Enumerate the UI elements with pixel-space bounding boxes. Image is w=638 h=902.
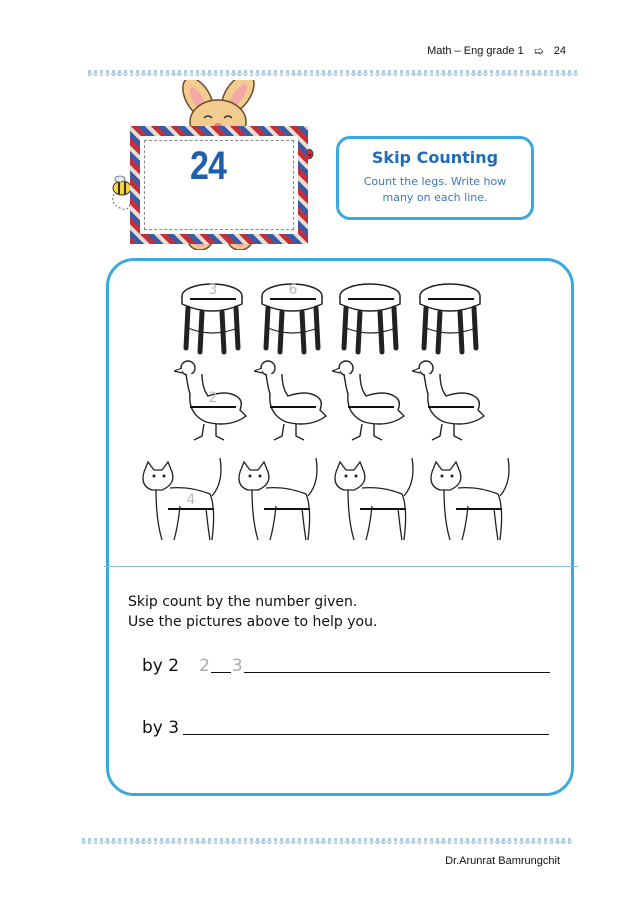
instruction-line-1: Skip count by the number given. [128, 594, 358, 610]
stool-icon [416, 278, 486, 356]
page-number: 24 [553, 45, 566, 57]
answer-text: 6 [288, 282, 298, 298]
cat-icon [328, 456, 424, 546]
section-divider [104, 566, 578, 567]
stool-icon [336, 278, 406, 356]
duck-icon [412, 358, 486, 448]
answer-blank[interactable] [360, 508, 406, 510]
answer-blank[interactable] [190, 406, 236, 408]
sign-number: 24 [189, 144, 227, 188]
bottom-dotted-rule [82, 838, 572, 844]
answer-text: 4 [186, 492, 196, 508]
given-value: 3 [231, 656, 243, 676]
answer-blank[interactable] [456, 508, 502, 510]
answer-blank[interactable] [428, 298, 474, 300]
page-header [427, 44, 566, 58]
stool-item [416, 278, 516, 368]
cat-item [232, 456, 332, 546]
answer-blank[interactable] [348, 406, 394, 408]
answer-blank[interactable] [264, 508, 310, 510]
duck-item [412, 358, 512, 448]
exercise-label: by 3 [142, 718, 180, 738]
top-dotted-rule [88, 70, 578, 76]
answer-blank[interactable] [348, 298, 394, 300]
cat-icon [232, 456, 328, 546]
given-value: 2 [199, 656, 210, 676]
answer-text: 3 [208, 282, 218, 298]
cat-icon [424, 456, 520, 546]
answer-blank[interactable] [190, 298, 236, 300]
subject-label: Math – Eng grade 1 [427, 45, 524, 57]
cat-item [328, 456, 428, 546]
exercise-label: by 2 [142, 656, 180, 676]
answer-blank[interactable] [211, 672, 231, 673]
answer-blank[interactable] [428, 406, 474, 408]
answer-text: 2 [208, 390, 218, 406]
instructions [128, 592, 377, 632]
author-credit: Dr.Arunrat Bamrungchit [445, 855, 560, 867]
worksheet-title: Skip Counting [371, 148, 499, 167]
duck-icon [332, 358, 406, 448]
instruction-line-2: Use the pictures above to help you. [128, 614, 378, 630]
answer-line[interactable] [183, 734, 549, 735]
exercise-by-2 [142, 656, 550, 676]
cat-item [136, 456, 236, 546]
answer-blank[interactable] [270, 406, 316, 408]
duck-icon [254, 358, 328, 448]
answer-blank[interactable] [270, 298, 316, 300]
answer-blank[interactable] [168, 508, 214, 510]
exercise-by-3 [142, 718, 549, 738]
worksheet-subtitle: Count the legs. Write how many on each line. [363, 175, 507, 204]
bunny-sign [108, 80, 318, 250]
cat-item [424, 456, 524, 546]
title-box [336, 136, 534, 220]
arrow-icon: ➯ [533, 44, 544, 58]
answer-line[interactable] [244, 672, 550, 673]
